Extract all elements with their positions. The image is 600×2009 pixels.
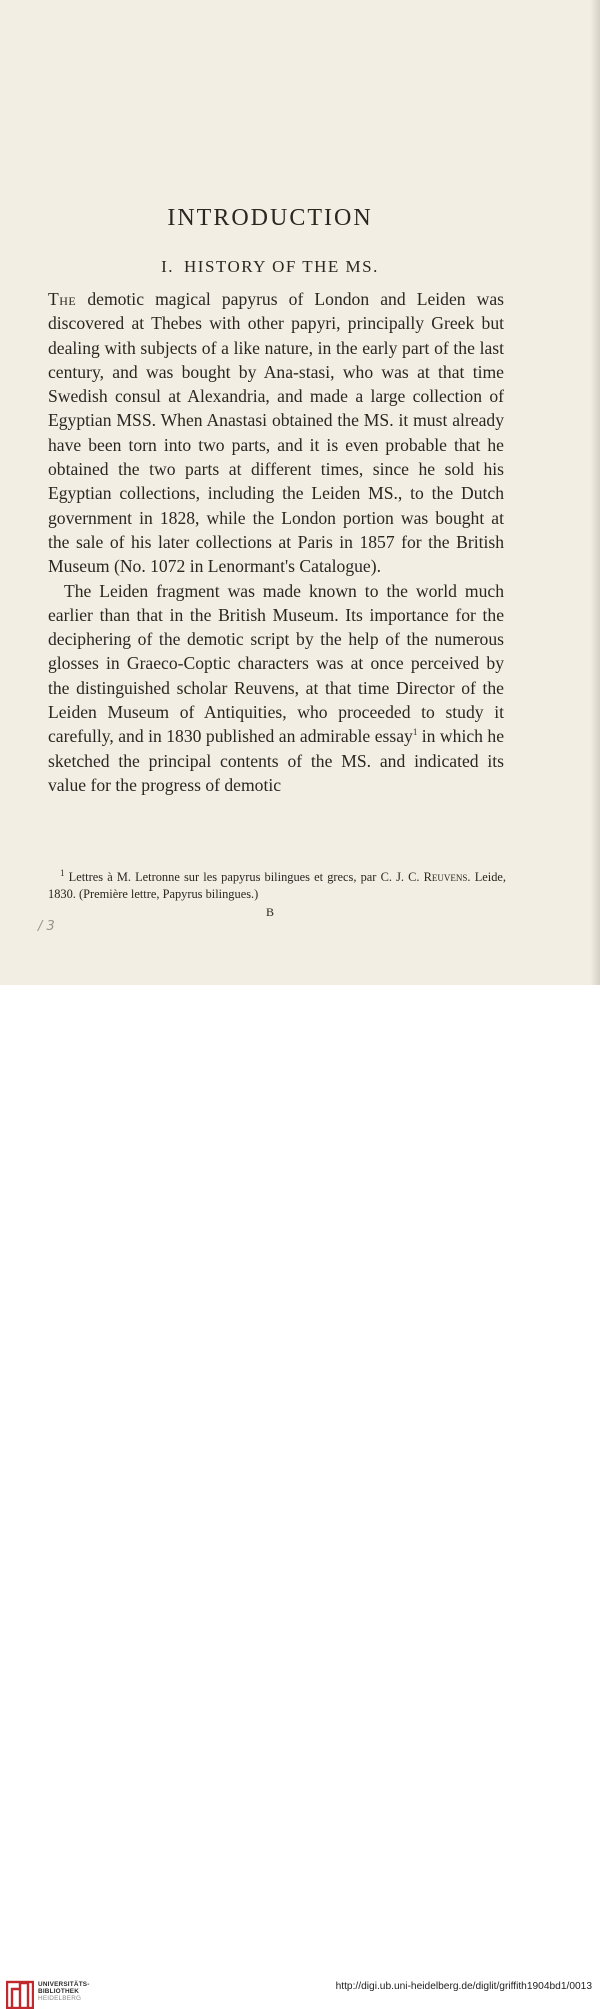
library-logo-icon [6,1979,34,2009]
section-number: I. [161,257,175,276]
footnote-reference: 1 [412,727,418,738]
paragraph-text: The Leiden fragment was made known to the world much earlier than that in the British Museum. Its importance for the deciphering of the demotic script by the help of the numerous glosses in Graeco-Coptic characters was at once perceived by the distinguished scholar Reuvens, at that time Director of the Leiden Museum of Antiquities, who proceeded to study it carefully, and in 1830 published an admirable essay [48,580,504,747]
footnote-marker: 1 [60,867,65,878]
paragraph [48,579,504,798]
section-title: HISTORY OF THE MS. [184,257,379,276]
scanned-page [0,0,600,985]
page-edge-shadow [590,0,600,985]
page-title: INTRODUCTION [167,205,373,231]
institution-line: UNIVERSITÄTS- [38,1981,90,1988]
pencil-annotation: / 3 [38,919,55,934]
footnote-text: Lettres à M. Letronne sur les papyrus bilingues et grecs, par C. J. C. [64,870,420,884]
source-url[interactable]: http://digi.ub.uni-heidelberg.de/diglit/griffith1904bd1/0013 [335,1981,592,1992]
institution-name [38,1981,90,2003]
paragraph [48,287,504,579]
section-heading [0,257,540,277]
body-text [48,287,504,797]
institution-line: BIBLIOTHEK [38,1988,80,1996]
signature-mark: B [265,905,274,919]
institution-line: HEIDELBERG [38,1995,82,2003]
paragraph-text-tail: in which he sketched the principal contents of the MS. and indicated its value for the progress of demotic [48,726,505,795]
lead-word: The [48,289,77,309]
paragraph-text: demotic magical papyrus of London and Leiden was discovered at Thebes with other papyri, principally Greek but dealing with subjects of a like nature, in the early part of the last century, and was bought by Ana-stasi, who was at that time Swedish consul at Alexandria, and made a large collection of Egyptian MSS. When Anastasi obtained the MS. it must already have been torn into two parts, and it is even probable that he obtained the two parts at different times, since he sold his Egyptian collections, including the Leiden MS., to the Dutch government in 1828, while the London portion was bought at the sale of his later collections at Paris in 1857 for the British Museum (No. 1072 in Lenormant's Catalogue). [48,289,504,577]
footnote-author: Reuvens. [423,870,471,884]
footnote [48,869,506,903]
footer-bar [0,985,600,2003]
footnote-rest: Leide, 1830. (Première lettre, Papyrus bilingues.) [48,870,506,901]
